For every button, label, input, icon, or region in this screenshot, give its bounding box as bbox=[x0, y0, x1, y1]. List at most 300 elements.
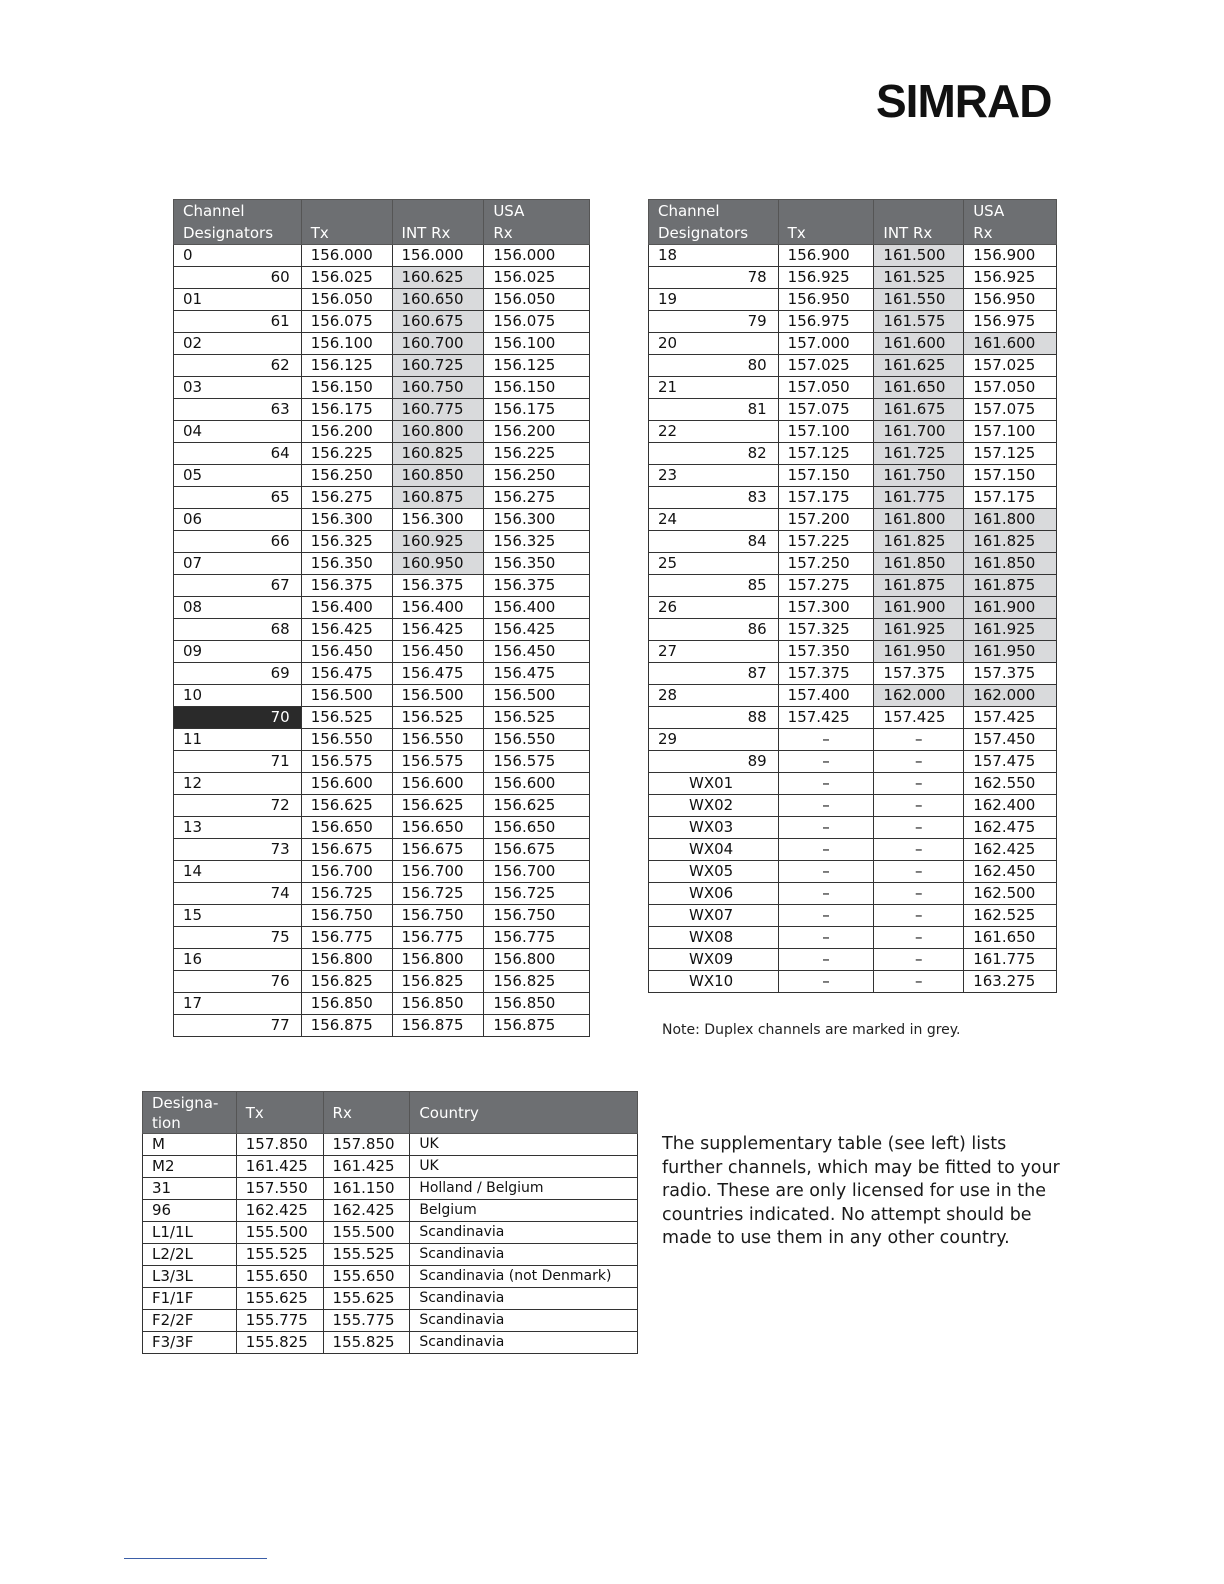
country: Holland / Belgium bbox=[410, 1178, 638, 1200]
usa-rx-frequency: 157.025 bbox=[964, 355, 1057, 377]
rx-frequency: 155.625 bbox=[323, 1288, 410, 1310]
tx-frequency: – bbox=[778, 751, 874, 773]
designation: F1/1F bbox=[143, 1288, 237, 1310]
channel-row bbox=[174, 905, 590, 927]
channel-designator: 20 bbox=[649, 333, 779, 355]
tx-frequency: 156.800 bbox=[301, 949, 392, 971]
channel-row bbox=[649, 663, 1057, 685]
int-rx-frequency: 156.625 bbox=[392, 795, 484, 817]
tx-frequency: – bbox=[778, 839, 874, 861]
channel-row bbox=[174, 839, 590, 861]
channel-row bbox=[649, 289, 1057, 311]
rx-frequency: 161.425 bbox=[323, 1156, 410, 1178]
channel-designator: 28 bbox=[649, 685, 779, 707]
int-rx-frequency: 161.850 bbox=[874, 553, 964, 575]
tx-frequency: 155.650 bbox=[236, 1266, 323, 1288]
usa-rx-frequency: 161.775 bbox=[964, 949, 1057, 971]
int-rx-frequency: 161.625 bbox=[874, 355, 964, 377]
channel-designator: 73 bbox=[174, 839, 302, 861]
tx-frequency: 156.825 bbox=[301, 971, 392, 993]
tx-frequency: 156.100 bbox=[301, 333, 392, 355]
int-rx-frequency: 156.425 bbox=[392, 619, 484, 641]
channel-designator: WX06 bbox=[649, 883, 779, 905]
int-rx-frequency: 156.875 bbox=[392, 1015, 484, 1037]
header-rx: Rx bbox=[323, 1092, 410, 1134]
channel-row bbox=[174, 553, 590, 575]
int-rx-frequency: 161.650 bbox=[874, 377, 964, 399]
rx-frequency: 162.425 bbox=[323, 1200, 410, 1222]
tx-frequency: – bbox=[778, 927, 874, 949]
tx-frequency: 156.900 bbox=[778, 245, 874, 267]
supplementary-row bbox=[143, 1266, 638, 1288]
tx-frequency: 157.425 bbox=[778, 707, 874, 729]
tx-frequency: 157.200 bbox=[778, 509, 874, 531]
channel-designator: 24 bbox=[649, 509, 779, 531]
tx-frequency: 157.175 bbox=[778, 487, 874, 509]
channel-designator: WX01 bbox=[649, 773, 779, 795]
channel-designator: 27 bbox=[649, 641, 779, 663]
channel-designator: 02 bbox=[174, 333, 302, 355]
channel-row bbox=[649, 971, 1057, 993]
duplex-note: Note: Duplex channels are marked in grey. bbox=[662, 1022, 961, 1038]
tx-frequency: 156.850 bbox=[301, 993, 392, 1015]
channel-row bbox=[174, 817, 590, 839]
int-rx-frequency: 160.700 bbox=[392, 333, 484, 355]
tx-frequency: 155.825 bbox=[236, 1332, 323, 1354]
supplementary-row bbox=[143, 1222, 638, 1244]
channel-designator: 62 bbox=[174, 355, 302, 377]
int-rx-frequency: – bbox=[874, 839, 964, 861]
tx-frequency: 157.100 bbox=[778, 421, 874, 443]
supplementary-description: The supplementary table (see left) lists further channels, which may be fitted to your radio. These are only licensed for use in the countries indicated. No attempt should be made to use them in any other country. bbox=[662, 1134, 1060, 1248]
usa-rx-frequency: 156.925 bbox=[964, 267, 1057, 289]
tx-frequency: 156.200 bbox=[301, 421, 392, 443]
tx-frequency: – bbox=[778, 949, 874, 971]
channel-row bbox=[649, 597, 1057, 619]
channel-row bbox=[649, 553, 1057, 575]
int-rx-frequency: 162.000 bbox=[874, 685, 964, 707]
tx-frequency: 157.275 bbox=[778, 575, 874, 597]
channel-designator: 74 bbox=[174, 883, 302, 905]
int-rx-frequency: 156.475 bbox=[392, 663, 484, 685]
channel-designator: 72 bbox=[174, 795, 302, 817]
tx-frequency: 157.400 bbox=[778, 685, 874, 707]
usa-rx-frequency: 156.675 bbox=[484, 839, 590, 861]
channel-designator: WX02 bbox=[649, 795, 779, 817]
channel-designator: 82 bbox=[649, 443, 779, 465]
usa-rx-frequency: 157.150 bbox=[964, 465, 1057, 487]
supplementary-row bbox=[143, 1200, 638, 1222]
tx-frequency: 156.350 bbox=[301, 553, 392, 575]
tx-frequency: 157.050 bbox=[778, 377, 874, 399]
channel-row bbox=[649, 399, 1057, 421]
tx-frequency: 156.775 bbox=[301, 927, 392, 949]
channel-row bbox=[649, 311, 1057, 333]
supplementary-header bbox=[143, 1092, 638, 1134]
supplementary-row bbox=[143, 1244, 638, 1266]
tx-frequency: 156.525 bbox=[301, 707, 392, 729]
country: Scandinavia bbox=[410, 1244, 638, 1266]
supplementary-row bbox=[143, 1178, 638, 1200]
int-rx-frequency: 161.525 bbox=[874, 267, 964, 289]
int-rx-frequency: 156.725 bbox=[392, 883, 484, 905]
channel-designator: 71 bbox=[174, 751, 302, 773]
channel-designator: 0 bbox=[174, 245, 302, 267]
channel-row bbox=[174, 795, 590, 817]
channel-row bbox=[174, 685, 590, 707]
int-rx-frequency: 160.800 bbox=[392, 421, 484, 443]
usa-rx-frequency: 156.750 bbox=[484, 905, 590, 927]
usa-rx-frequency: 156.900 bbox=[964, 245, 1057, 267]
int-rx-frequency: 161.800 bbox=[874, 509, 964, 531]
usa-rx-frequency: 156.825 bbox=[484, 971, 590, 993]
channel-designator: 60 bbox=[174, 267, 302, 289]
tx-frequency: 156.275 bbox=[301, 487, 392, 509]
channel-row bbox=[649, 267, 1057, 289]
usa-rx-frequency: 161.600 bbox=[964, 333, 1057, 355]
int-rx-frequency: 161.575 bbox=[874, 311, 964, 333]
usa-rx-frequency: 156.650 bbox=[484, 817, 590, 839]
int-rx-frequency: 160.950 bbox=[392, 553, 484, 575]
channel-designator: 22 bbox=[649, 421, 779, 443]
channel-row bbox=[649, 575, 1057, 597]
usa-rx-frequency: 157.425 bbox=[964, 707, 1057, 729]
footer-rule bbox=[124, 1558, 267, 1559]
int-rx-frequency: – bbox=[874, 817, 964, 839]
channel-row bbox=[649, 619, 1057, 641]
channel-row bbox=[174, 531, 590, 553]
tx-frequency: 156.975 bbox=[778, 311, 874, 333]
supplementary-row bbox=[143, 1156, 638, 1178]
int-rx-frequency: 161.700 bbox=[874, 421, 964, 443]
tx-frequency: 156.450 bbox=[301, 641, 392, 663]
usa-rx-frequency: 161.925 bbox=[964, 619, 1057, 641]
usa-rx-frequency: 156.175 bbox=[484, 399, 590, 421]
int-rx-frequency: 156.775 bbox=[392, 927, 484, 949]
channel-row bbox=[649, 443, 1057, 465]
tx-frequency: 157.000 bbox=[778, 333, 874, 355]
channel-designator: 77 bbox=[174, 1015, 302, 1037]
channel-row bbox=[649, 707, 1057, 729]
channel-designator: WX04 bbox=[649, 839, 779, 861]
int-rx-frequency: 156.825 bbox=[392, 971, 484, 993]
rx-frequency: 155.500 bbox=[323, 1222, 410, 1244]
usa-rx-frequency: 156.550 bbox=[484, 729, 590, 751]
channel-designator: 10 bbox=[174, 685, 302, 707]
supplementary-row bbox=[143, 1310, 638, 1332]
channel-row bbox=[174, 509, 590, 531]
channel-row bbox=[649, 685, 1057, 707]
header-tx: Tx bbox=[236, 1092, 323, 1134]
channel-row bbox=[649, 421, 1057, 443]
tx-frequency: 156.650 bbox=[301, 817, 392, 839]
channel-row bbox=[649, 333, 1057, 355]
usa-rx-frequency: 156.950 bbox=[964, 289, 1057, 311]
rx-frequency: 161.150 bbox=[323, 1178, 410, 1200]
channel-row bbox=[649, 641, 1057, 663]
int-rx-frequency: 160.825 bbox=[392, 443, 484, 465]
channel-designator: 14 bbox=[174, 861, 302, 883]
usa-rx-frequency: 156.450 bbox=[484, 641, 590, 663]
supplementary-table bbox=[142, 1091, 638, 1354]
rx-frequency: 155.525 bbox=[323, 1244, 410, 1266]
channel-row bbox=[174, 751, 590, 773]
usa-rx-frequency: 156.200 bbox=[484, 421, 590, 443]
tx-frequency: 155.500 bbox=[236, 1222, 323, 1244]
channel-row bbox=[174, 1015, 590, 1037]
channel-designator: 75 bbox=[174, 927, 302, 949]
channel-row bbox=[174, 355, 590, 377]
designation: L3/3L bbox=[143, 1266, 237, 1288]
channel-designator: 64 bbox=[174, 443, 302, 465]
usa-rx-frequency: 156.700 bbox=[484, 861, 590, 883]
tx-frequency: 156.725 bbox=[301, 883, 392, 905]
channel-designator: 21 bbox=[649, 377, 779, 399]
channel-designator: 78 bbox=[649, 267, 779, 289]
int-rx-frequency: 161.675 bbox=[874, 399, 964, 421]
usa-rx-frequency: 156.025 bbox=[484, 267, 590, 289]
channel-designator: WX03 bbox=[649, 817, 779, 839]
country: Scandinavia bbox=[410, 1222, 638, 1244]
tx-frequency: – bbox=[778, 795, 874, 817]
header-channel-designators: Channel Designators bbox=[174, 200, 302, 245]
channel-row bbox=[649, 729, 1057, 751]
channel-row bbox=[649, 817, 1057, 839]
int-rx-frequency: – bbox=[874, 971, 964, 993]
tx-frequency: 156.000 bbox=[301, 245, 392, 267]
channel-designator: 86 bbox=[649, 619, 779, 641]
tx-frequency: 157.850 bbox=[236, 1134, 323, 1156]
tx-frequency: – bbox=[778, 817, 874, 839]
channel-designator: 81 bbox=[649, 399, 779, 421]
channel-row bbox=[174, 707, 590, 729]
tx-frequency: 156.925 bbox=[778, 267, 874, 289]
tx-frequency: 156.425 bbox=[301, 619, 392, 641]
channel-row bbox=[174, 399, 590, 421]
header-channel-designators: Channel Designators bbox=[649, 200, 779, 245]
tx-frequency: 156.175 bbox=[301, 399, 392, 421]
channel-designator: 69 bbox=[174, 663, 302, 685]
channel-row bbox=[649, 531, 1057, 553]
channel-table-left bbox=[173, 199, 590, 1037]
int-rx-frequency: – bbox=[874, 751, 964, 773]
channel-designator: WX07 bbox=[649, 905, 779, 927]
channel-row bbox=[174, 311, 590, 333]
usa-rx-frequency: 156.800 bbox=[484, 949, 590, 971]
int-rx-frequency: 161.500 bbox=[874, 245, 964, 267]
channel-designator: 29 bbox=[649, 729, 779, 751]
channel-row bbox=[174, 333, 590, 355]
channel-row bbox=[174, 289, 590, 311]
int-rx-frequency: 161.550 bbox=[874, 289, 964, 311]
rx-frequency: 155.650 bbox=[323, 1266, 410, 1288]
usa-rx-frequency: 162.400 bbox=[964, 795, 1057, 817]
tx-frequency: 156.750 bbox=[301, 905, 392, 927]
int-rx-frequency: – bbox=[874, 927, 964, 949]
supplementary-row bbox=[143, 1332, 638, 1354]
channel-row bbox=[649, 465, 1057, 487]
usa-rx-frequency: 157.375 bbox=[964, 663, 1057, 685]
channel-row bbox=[174, 619, 590, 641]
channel-designator: 18 bbox=[649, 245, 779, 267]
tx-frequency: 156.025 bbox=[301, 267, 392, 289]
tx-frequency: 156.225 bbox=[301, 443, 392, 465]
channel-row bbox=[649, 245, 1057, 267]
usa-rx-frequency: 156.775 bbox=[484, 927, 590, 949]
tx-frequency: – bbox=[778, 971, 874, 993]
header-tx: Tx bbox=[301, 200, 392, 245]
rx-frequency: 155.775 bbox=[323, 1310, 410, 1332]
channel-row bbox=[174, 949, 590, 971]
tx-frequency: 157.075 bbox=[778, 399, 874, 421]
channel-designator: 87 bbox=[649, 663, 779, 685]
channel-row bbox=[649, 839, 1057, 861]
int-rx-frequency: 156.300 bbox=[392, 509, 484, 531]
country: Scandinavia (not Denmark) bbox=[410, 1266, 638, 1288]
channel-row bbox=[174, 487, 590, 509]
usa-rx-frequency: 162.425 bbox=[964, 839, 1057, 861]
int-rx-frequency: 160.775 bbox=[392, 399, 484, 421]
int-rx-frequency: 160.625 bbox=[392, 267, 484, 289]
channel-designator: 25 bbox=[649, 553, 779, 575]
tx-frequency: 155.625 bbox=[236, 1288, 323, 1310]
int-rx-frequency: 161.900 bbox=[874, 597, 964, 619]
tx-frequency: 156.600 bbox=[301, 773, 392, 795]
usa-rx-frequency: 156.225 bbox=[484, 443, 590, 465]
tx-frequency: 161.425 bbox=[236, 1156, 323, 1178]
channel-row bbox=[649, 355, 1057, 377]
channel-designator: WX09 bbox=[649, 949, 779, 971]
header-tx: Tx bbox=[778, 200, 874, 245]
channel-row bbox=[174, 861, 590, 883]
usa-rx-frequency: 156.725 bbox=[484, 883, 590, 905]
channel-designator: 88 bbox=[649, 707, 779, 729]
usa-rx-frequency: 156.850 bbox=[484, 993, 590, 1015]
channel-row bbox=[174, 993, 590, 1015]
tx-frequency: 156.550 bbox=[301, 729, 392, 751]
tx-frequency: 162.425 bbox=[236, 1200, 323, 1222]
tx-frequency: – bbox=[778, 773, 874, 795]
channel-designator: 07 bbox=[174, 553, 302, 575]
header-designation: Designa- tion bbox=[143, 1092, 237, 1134]
tx-frequency: 156.475 bbox=[301, 663, 392, 685]
channel-designator: WX08 bbox=[649, 927, 779, 949]
channel-designator: WX05 bbox=[649, 861, 779, 883]
channel-designator: 85 bbox=[649, 575, 779, 597]
usa-rx-frequency: 157.450 bbox=[964, 729, 1057, 751]
int-rx-frequency: 156.650 bbox=[392, 817, 484, 839]
int-rx-frequency: 161.600 bbox=[874, 333, 964, 355]
channel-designator: 26 bbox=[649, 597, 779, 619]
int-rx-frequency: 156.575 bbox=[392, 751, 484, 773]
tx-frequency: 156.500 bbox=[301, 685, 392, 707]
channel-designator: 80 bbox=[649, 355, 779, 377]
channel-row bbox=[174, 443, 590, 465]
tx-frequency: 157.350 bbox=[778, 641, 874, 663]
channel-designator: 70 bbox=[174, 707, 302, 729]
usa-rx-frequency: 156.150 bbox=[484, 377, 590, 399]
tx-frequency: – bbox=[778, 861, 874, 883]
usa-rx-frequency: 156.075 bbox=[484, 311, 590, 333]
int-rx-frequency: – bbox=[874, 905, 964, 927]
int-rx-frequency: 161.725 bbox=[874, 443, 964, 465]
header-usa-rx: USA Rx bbox=[964, 200, 1057, 245]
usa-rx-frequency: 163.275 bbox=[964, 971, 1057, 993]
channel-designator: 89 bbox=[649, 751, 779, 773]
channel-row bbox=[174, 245, 590, 267]
supplementary-row bbox=[143, 1134, 638, 1156]
channel-row bbox=[174, 927, 590, 949]
channel-row bbox=[174, 421, 590, 443]
designation: 31 bbox=[143, 1178, 237, 1200]
int-rx-frequency: 156.750 bbox=[392, 905, 484, 927]
channel-row bbox=[174, 377, 590, 399]
int-rx-frequency: 156.525 bbox=[392, 707, 484, 729]
int-rx-frequency: 160.650 bbox=[392, 289, 484, 311]
int-rx-frequency: 157.375 bbox=[874, 663, 964, 685]
int-rx-frequency: 156.800 bbox=[392, 949, 484, 971]
tx-frequency: 157.300 bbox=[778, 597, 874, 619]
supplementary-row bbox=[143, 1288, 638, 1310]
country: Scandinavia bbox=[410, 1332, 638, 1354]
channel-designator: 06 bbox=[174, 509, 302, 531]
usa-rx-frequency: 157.075 bbox=[964, 399, 1057, 421]
usa-rx-frequency: 156.375 bbox=[484, 575, 590, 597]
usa-rx-frequency: 157.475 bbox=[964, 751, 1057, 773]
usa-rx-frequency: 156.425 bbox=[484, 619, 590, 641]
tx-frequency: 156.575 bbox=[301, 751, 392, 773]
designation: M bbox=[143, 1134, 237, 1156]
int-rx-frequency: – bbox=[874, 949, 964, 971]
usa-rx-frequency: 161.875 bbox=[964, 575, 1057, 597]
int-rx-frequency: 156.550 bbox=[392, 729, 484, 751]
usa-rx-frequency: 157.100 bbox=[964, 421, 1057, 443]
usa-rx-frequency: 156.500 bbox=[484, 685, 590, 707]
rx-frequency: 155.825 bbox=[323, 1332, 410, 1354]
int-rx-frequency: 161.775 bbox=[874, 487, 964, 509]
usa-rx-frequency: 156.525 bbox=[484, 707, 590, 729]
tx-frequency: 157.025 bbox=[778, 355, 874, 377]
int-rx-frequency: 157.425 bbox=[874, 707, 964, 729]
usa-rx-frequency: 156.475 bbox=[484, 663, 590, 685]
rx-frequency: 157.850 bbox=[323, 1134, 410, 1156]
int-rx-frequency: 161.825 bbox=[874, 531, 964, 553]
int-rx-frequency: 160.925 bbox=[392, 531, 484, 553]
channel-row bbox=[174, 267, 590, 289]
int-rx-frequency: 156.450 bbox=[392, 641, 484, 663]
int-rx-frequency: 156.675 bbox=[392, 839, 484, 861]
usa-rx-frequency: 162.450 bbox=[964, 861, 1057, 883]
channel-designator: 17 bbox=[174, 993, 302, 1015]
header-int-rx: INT Rx bbox=[392, 200, 484, 245]
channel-designator: 68 bbox=[174, 619, 302, 641]
channel-row bbox=[649, 927, 1057, 949]
channel-designator: 04 bbox=[174, 421, 302, 443]
channel-table-right bbox=[648, 199, 1057, 993]
int-rx-frequency: 156.500 bbox=[392, 685, 484, 707]
usa-rx-frequency: 156.875 bbox=[484, 1015, 590, 1037]
tx-frequency: 156.125 bbox=[301, 355, 392, 377]
channel-designator: 15 bbox=[174, 905, 302, 927]
tx-frequency: 155.775 bbox=[236, 1310, 323, 1332]
channel-row bbox=[649, 949, 1057, 971]
usa-rx-frequency: 156.275 bbox=[484, 487, 590, 509]
channel-designator: 61 bbox=[174, 311, 302, 333]
int-rx-frequency: – bbox=[874, 795, 964, 817]
designation: L2/2L bbox=[143, 1244, 237, 1266]
usa-rx-frequency: 162.550 bbox=[964, 773, 1057, 795]
channel-designator: 09 bbox=[174, 641, 302, 663]
